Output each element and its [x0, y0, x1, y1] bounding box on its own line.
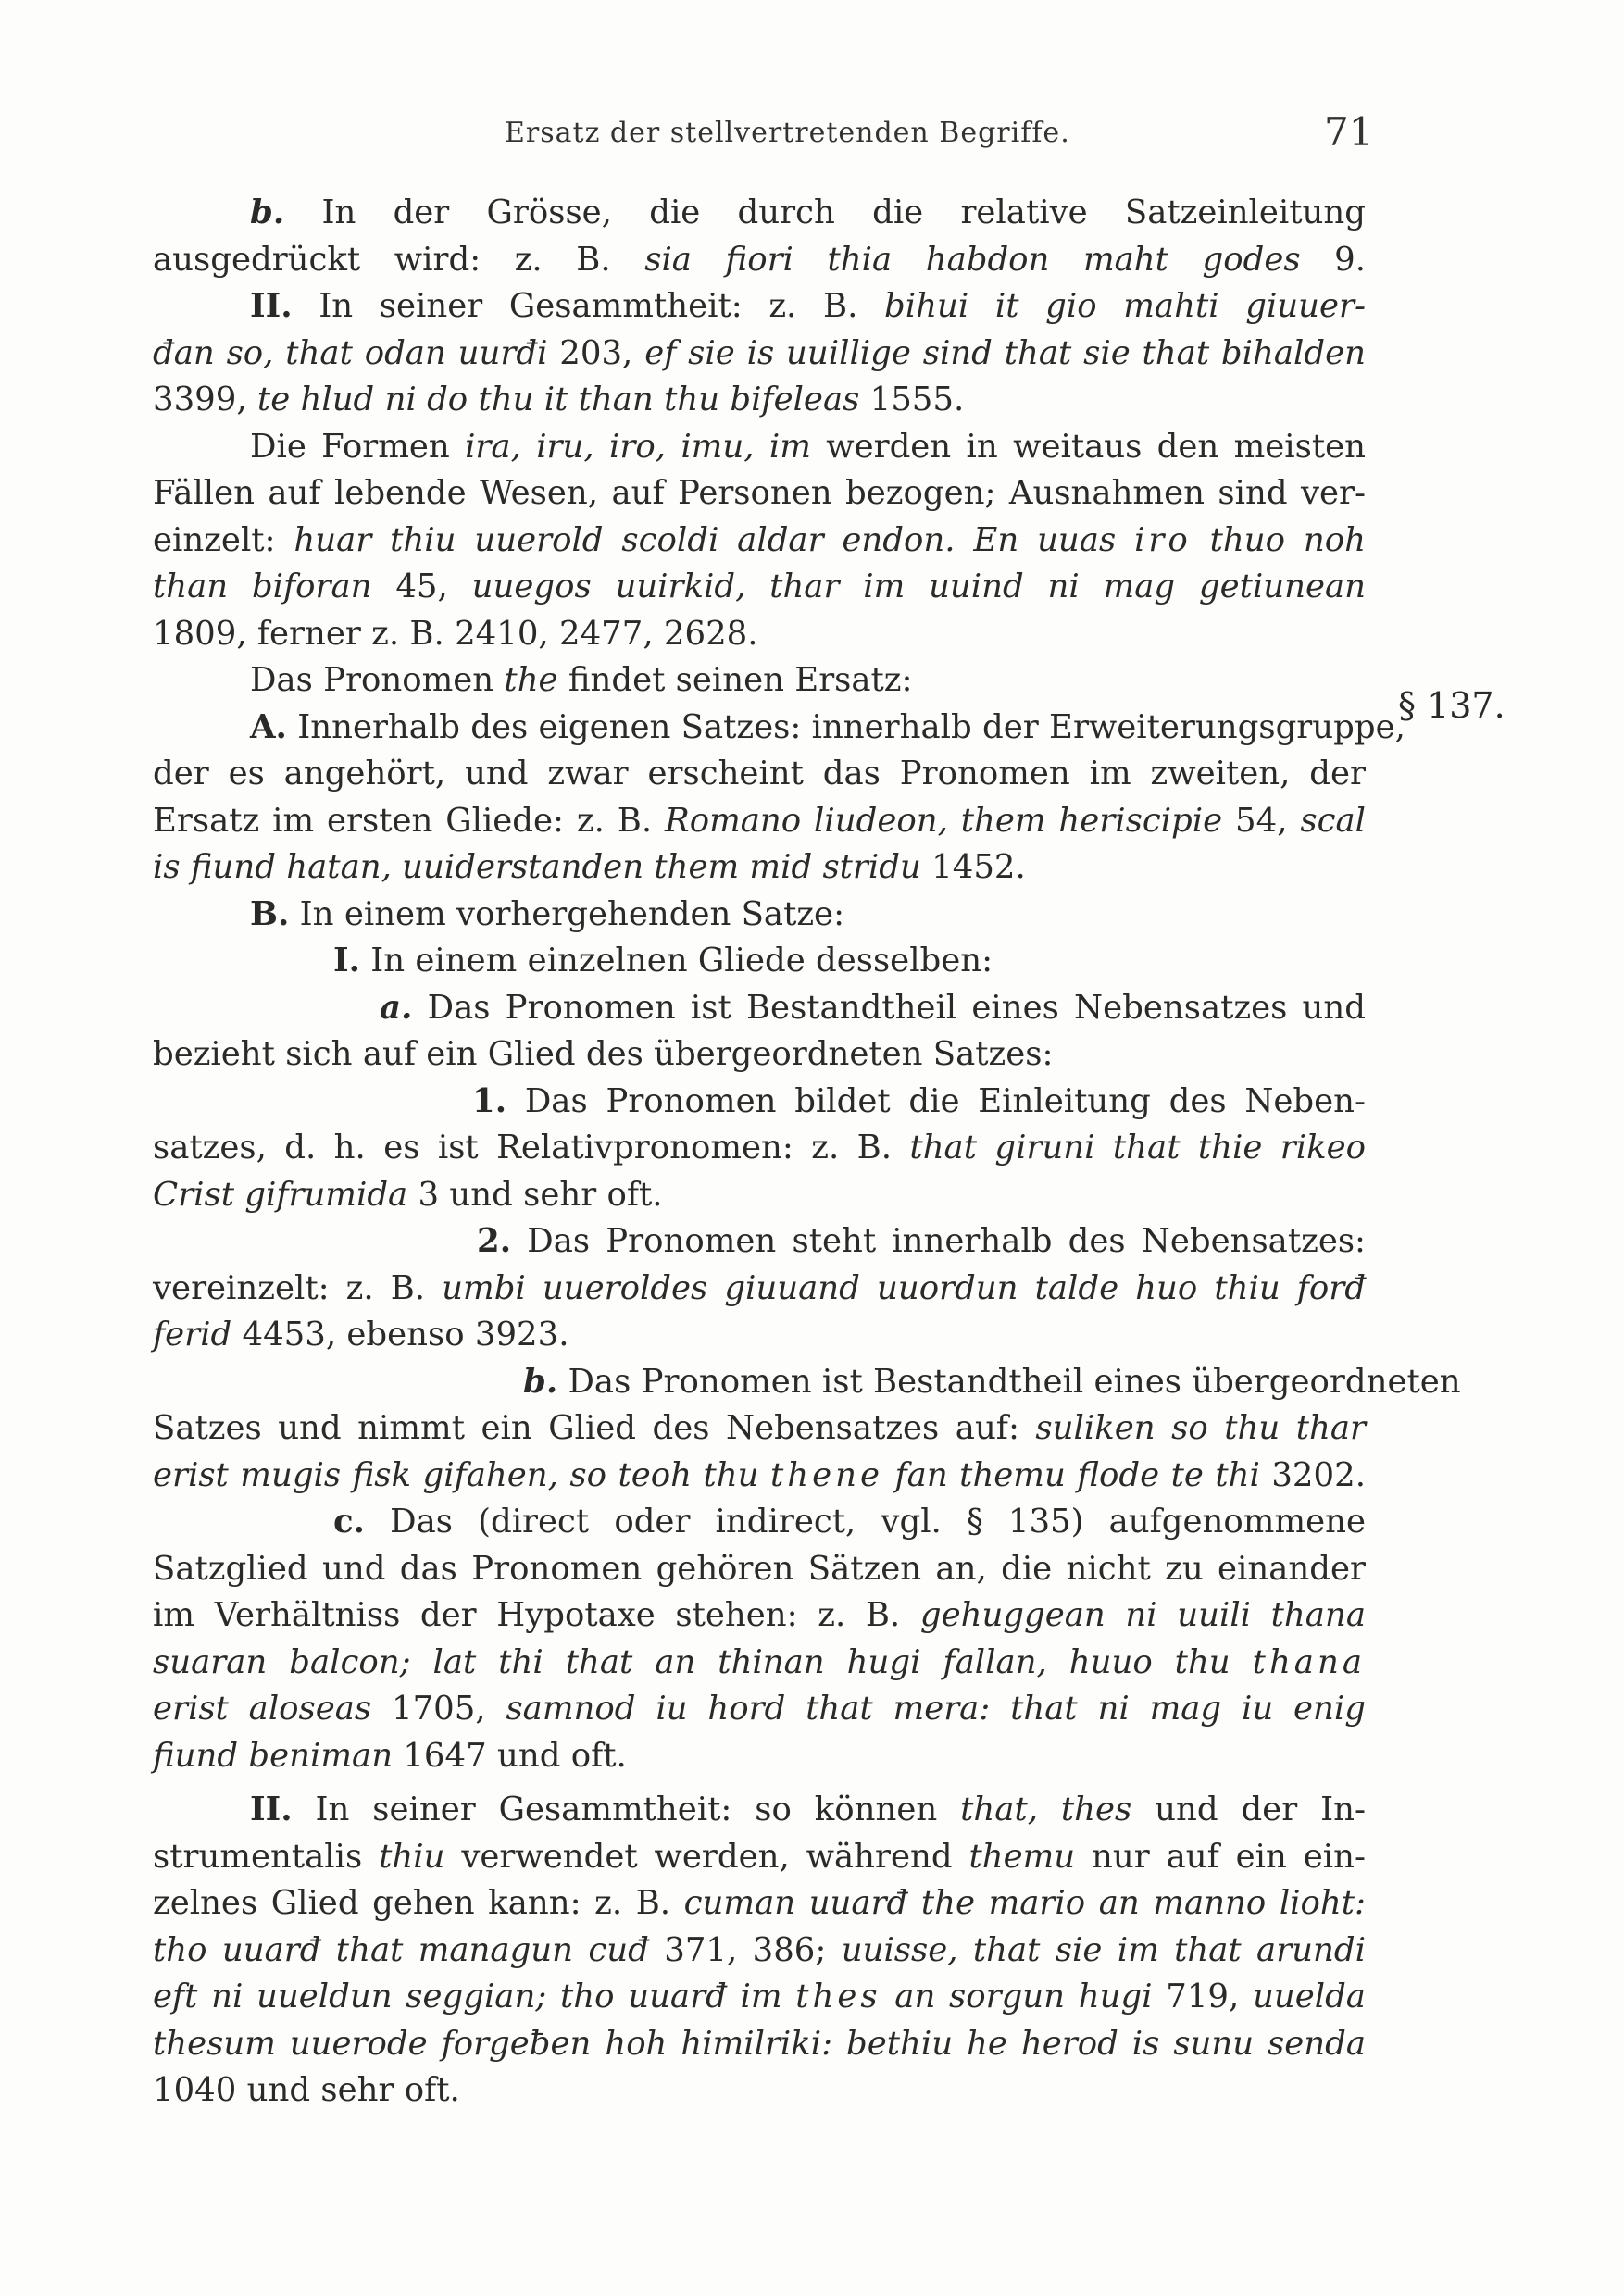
text-line: Satzglied und das Pronomen gehören Sätzen an, die nicht zu einander — [153, 1549, 1366, 1588]
running-title: Ersatz der stellvertretenden Begriffe. — [505, 117, 1070, 149]
text-line: im Verhältniss der Hypotaxe stehen: z. B. gehuggean ni uuili thana — [153, 1596, 1366, 1634]
text-line: der es angehört, und zwar erscheint das Pronomen im zweiten, der — [153, 755, 1366, 792]
text-line: II. In seiner Gesammtheit: z. B. bihui it gio mahti giuuer- — [250, 287, 1367, 325]
margin-section-ref: § 137. — [1398, 685, 1505, 726]
text-line: Das Pronomen the findet seinen Ersatz: — [250, 661, 913, 699]
text-line: Satzes und nimmt ein Glied des Nebensatzes auf: suliken so thu thar — [153, 1409, 1366, 1447]
text-line: b. Das Pronomen ist Bestandtheil eines übergeordneten — [523, 1362, 1461, 1401]
page-header — [0, 109, 1624, 165]
text-line: ferid 4453, ebenso 3923. — [153, 1316, 569, 1354]
text-line: erist mugis fisk gifahen, so teoh thu thene fan themu flode te thi 3202. — [153, 1455, 1366, 1494]
text-line: satzes, d. h. es ist Relativpronomen: z. B. that giruni that thie rikeo — [153, 1129, 1366, 1167]
text-line: than biforan 45, uuegos uuirkid, thar im uuind ni mag getiunean — [153, 568, 1367, 605]
text-line: suaran balcon; lat thi that an thinan hugi fallan, huuo thu thana — [153, 1642, 1366, 1681]
text-line: 1. Das Pronomen bildet die Einleitung des Neben- — [472, 1081, 1366, 1120]
text-line: I. In einem einzelnen Gliede desselben: — [333, 942, 993, 980]
text-line: A. Innerhalb des eigenen Satzes: innerhalb der Erweiterungsgruppe, — [250, 707, 1405, 746]
text-line: 1809, ferner z. B. 2410, 2477, 2628. — [153, 614, 758, 653]
text-line: a. Das Pronomen ist Bestandtheil eines Nebensatzes und — [380, 988, 1366, 1027]
text-line: is fiund hatan, uuiderstanden them mid stridu 1452. — [153, 848, 1026, 886]
text-line: eft ni uueldun seggian; tho uuarđ im thes an sorgun hugi 719, uuelda — [153, 1978, 1366, 2015]
text-line: 2. Das Pronomen steht innerhalb des Nebensatzes: — [477, 1222, 1366, 1260]
text-line: vereinzelt: z. B. umbi uueroldes giuuand uuordun talde huo thiu forđ — [153, 1268, 1367, 1307]
text-line: Fällen auf lebende Wesen, auf Personen bezogen; Ausnahmen sind ver- — [153, 474, 1366, 512]
text-line: Crist gifrumida 3 und sehr oft. — [153, 1175, 663, 1214]
text-line: 3399, te hlud ni do thu it than thu bifeleas 1555. — [153, 381, 965, 418]
page-number: 71 — [1324, 109, 1374, 155]
text-line: tho uuarđ that managun cuđ 371, 386; uuisse, that sie im that arundi — [153, 1930, 1366, 1969]
text-line: 1040 und sehr oft. — [153, 2071, 460, 2109]
text-line: B. In einem vorhergehenden Satze: — [250, 894, 845, 933]
text-line: b. In der Grösse, die durch die relative Satzeinleitung — [250, 193, 1366, 231]
text-line: đan so, that odan uurđi 203, ef sie is uuillige sind that sie that bihalden — [153, 333, 1366, 372]
text-line: ausgedrückt wird: z. B. sia fiori thia habdon maht godes 9. — [153, 240, 1367, 279]
text-line: Ersatz im ersten Gliede: z. B. Romano liudeon, them heriscipie 54, scal — [153, 801, 1366, 840]
text-line: strumentalis thiu verwendet werden, während themu nur auf ein ein- — [153, 1837, 1366, 1876]
text-line: bezieht sich auf ein Glied des übergeordneten Satzes: — [153, 1035, 1054, 1073]
text-line: c. Das (direct oder indirect, vgl. § 135) aufgenommene — [333, 1503, 1366, 1541]
text-line: II. In seiner Gesammtheit: so können that, thes und der In- — [250, 1791, 1366, 1828]
text-line: zelnes Glied gehen kann: z. B. cuman uuarđ the mario an manno lioht: — [153, 1884, 1366, 1922]
text-line: thesum uuerode forgeƀen hoh himilriki: bethiu he herod is sunu senda — [153, 2024, 1366, 2063]
text-line: erist aloseas 1705, samnod iu hord that mera: that ni mag iu enig — [153, 1690, 1366, 1728]
text-line: einzelt: huar thiu uuerold scoldi aldar endon. En uuas iro thuo noh — [153, 520, 1366, 559]
text-line: Die Formen ira, iru, iro, imu, im werden in weitaus den meisten — [250, 427, 1366, 466]
text-line: fiund beniman 1647 und oft. — [153, 1736, 627, 1775]
